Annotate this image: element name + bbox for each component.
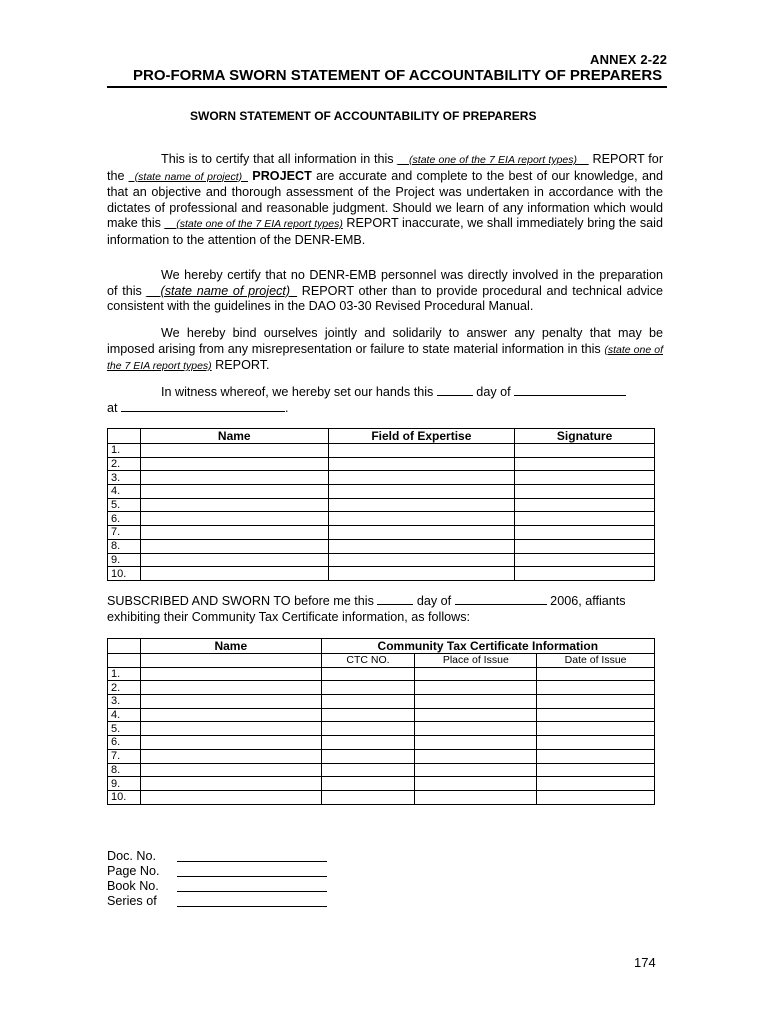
subscribed-text-b: day of [413, 594, 455, 608]
ctc-no-cell[interactable] [321, 708, 415, 722]
name-cell[interactable] [140, 695, 321, 709]
signature-cell[interactable] [515, 512, 655, 526]
date-cell[interactable] [537, 749, 655, 763]
row-number: 5. [108, 498, 141, 512]
signature-cell[interactable] [515, 526, 655, 540]
place-of-issue-header: Place of Issue [415, 654, 537, 668]
date-cell[interactable] [537, 777, 655, 791]
table-row [108, 526, 655, 540]
date-cell[interactable] [537, 736, 655, 750]
place-cell[interactable] [415, 749, 537, 763]
document-subtitle: SWORN STATEMENT OF ACCOUNTABILITY OF PREPARERS [190, 109, 537, 123]
date-cell[interactable] [537, 667, 655, 681]
row-number: 1. [108, 667, 141, 681]
place-blank[interactable] [121, 401, 285, 412]
table-row [108, 722, 655, 736]
expertise-cell[interactable] [328, 498, 515, 512]
placeholder-report-type-3: (state one of the 7 EIA report types) [107, 343, 664, 372]
penalty-paragraph [107, 326, 663, 375]
table-row [108, 457, 655, 471]
table-row [108, 667, 655, 681]
date-cell[interactable] [537, 681, 655, 695]
annex-label: ANNEX 2-22 [590, 52, 668, 67]
p4-text-a: In witness whereof, we hereby set our hands this [161, 385, 437, 399]
place-cell[interactable] [415, 708, 537, 722]
name-cell[interactable] [140, 553, 328, 567]
ctc-no-cell[interactable] [321, 667, 415, 681]
row-number: 4. [108, 485, 141, 499]
doc-no-label: Doc. No. [107, 849, 156, 863]
series-line[interactable] [177, 906, 327, 907]
date-cell[interactable] [537, 695, 655, 709]
table-row [108, 567, 655, 581]
page-no-line[interactable] [177, 876, 327, 877]
number-header [108, 429, 141, 444]
name-cell[interactable] [140, 708, 321, 722]
signature-cell[interactable] [515, 457, 655, 471]
table-row [108, 471, 655, 485]
row-number: 3. [108, 471, 141, 485]
name-cell[interactable] [140, 539, 328, 553]
signature-cell[interactable] [515, 498, 655, 512]
p1-project-label: PROJECT [247, 168, 312, 183]
table-header-row [108, 429, 655, 444]
name-cell[interactable] [140, 722, 321, 736]
table-row [108, 498, 655, 512]
p1-text-a: This is to certify that all information in this [161, 152, 398, 166]
sworn-day-blank[interactable] [377, 594, 413, 605]
table-row [108, 485, 655, 499]
placeholder-report-type-2: __(state one of the 7 EIA report types) [164, 218, 343, 230]
place-cell[interactable] [415, 736, 537, 750]
signature-header: Signature [515, 429, 655, 444]
ctc-name-header: Name [140, 639, 321, 654]
expertise-cell[interactable] [328, 539, 515, 553]
table-row [108, 444, 655, 458]
name-cell[interactable] [140, 763, 321, 777]
page-no-label: Page No. [107, 864, 160, 878]
sworn-month-blank[interactable] [455, 594, 547, 605]
subscribed-text-c: 2006, affiants exhibiting their Community Tax Certificate information, as follows: [107, 594, 626, 624]
doc-no-line[interactable] [177, 861, 327, 862]
place-cell[interactable] [415, 790, 537, 804]
subscribed-paragraph [107, 594, 663, 625]
table-row [108, 749, 655, 763]
place-cell[interactable] [415, 695, 537, 709]
name-header: Name [140, 429, 328, 444]
ctc-no-cell[interactable] [321, 749, 415, 763]
row-number: 10. [108, 790, 141, 804]
table-row [108, 736, 655, 750]
row-number: 9. [108, 777, 141, 791]
p2-text-a: We hereby certify that no DENR-EMB personnel was directly involved in the preparation of this [107, 268, 663, 298]
row-number: 1. [108, 444, 141, 458]
placeholder-project-name: _(state name of project)_ [128, 170, 248, 183]
title-rule [107, 86, 667, 88]
table-row [108, 708, 655, 722]
p1-text-b: REPORT for the [107, 152, 664, 183]
name-cell[interactable] [140, 777, 321, 791]
row-number: 6. [108, 512, 141, 526]
date-cell[interactable] [537, 790, 655, 804]
p4-text-d: . [285, 400, 289, 415]
row-number: 7. [108, 749, 141, 763]
p2-text-b: REPORT other than to provide procedural and technical advice consistent with the guidelines in the DAO 03-30 Revised Procedural Manual. [107, 283, 663, 313]
row-number: 4. [108, 708, 141, 722]
place-cell[interactable] [415, 681, 537, 695]
row-number: 6. [108, 736, 141, 750]
page-no-row [107, 864, 160, 878]
name-cell[interactable] [140, 471, 328, 485]
series-row [107, 894, 157, 908]
table-row [108, 763, 655, 777]
row-number: 8. [108, 539, 141, 553]
name-cell[interactable] [140, 667, 321, 681]
table-subheader-row [108, 654, 655, 668]
witness-paragraph [107, 385, 663, 416]
table-row [108, 681, 655, 695]
placeholder-project-name-2: __(state name of project)_ [146, 283, 298, 298]
expertise-cell[interactable] [328, 471, 515, 485]
p4-text-c: at [107, 400, 122, 415]
signature-cell[interactable] [515, 485, 655, 499]
placeholder-report-type: __(state one of the 7 EIA report types)__ [397, 154, 589, 166]
subscribed-text-a: SUBSCRIBED AND SWORN TO before me this [107, 594, 378, 608]
book-no-label: Book No. [107, 879, 159, 893]
number-subheader [108, 654, 141, 668]
row-number: 7. [108, 526, 141, 540]
date-of-issue-header: Date of Issue [537, 654, 655, 668]
page-number: 174 [634, 955, 656, 970]
ctc-no-header: CTC NO. [321, 654, 415, 668]
signature-cell[interactable] [515, 471, 655, 485]
name-cell[interactable] [140, 790, 321, 804]
name-cell[interactable] [140, 457, 328, 471]
table-row [108, 695, 655, 709]
table-row [108, 512, 655, 526]
place-cell[interactable] [415, 777, 537, 791]
place-cell[interactable] [415, 667, 537, 681]
row-number: 3. [108, 695, 141, 709]
book-no-line[interactable] [177, 891, 327, 892]
name-cell[interactable] [140, 485, 328, 499]
ctc-no-cell[interactable] [321, 790, 415, 804]
ctc-info-header: Community Tax Certificate Information [321, 639, 654, 654]
ctc-no-cell[interactable] [321, 777, 415, 791]
series-label: Series of [107, 894, 157, 908]
month-blank[interactable] [514, 385, 626, 396]
expertise-header: Field of Expertise [328, 429, 515, 444]
expertise-cell[interactable] [328, 553, 515, 567]
table-row [108, 790, 655, 804]
table-row [108, 553, 655, 567]
p3-text-b: REPORT. [211, 358, 270, 372]
p3-text-a: We hereby bind ourselves jointly and solidarily to answer any penalty that may be imposed arising from any misrepresentation or failure to state material information in this [107, 326, 663, 356]
ctc-table [107, 638, 655, 805]
name-cell[interactable] [140, 498, 328, 512]
p1-text-d: are accurate and complete to the best of our knowledge, and that an objective and thorough assessment of the Project was undertaken in accordance with the dictates of professional and reasonable judgment. Should we learn of any information which would make this [107, 168, 664, 230]
document-title: PRO-FORMA SWORN STATEMENT OF ACCOUNTABILITY OF PREPARERS [133, 67, 663, 84]
name-cell[interactable] [140, 567, 328, 581]
row-number: 2. [108, 681, 141, 695]
date-cell[interactable] [537, 708, 655, 722]
p1-text-e: REPORT inaccurate, we shall immediately bring the said information to the attention of the DENR-EMB. [107, 216, 663, 247]
row-number: 9. [108, 553, 141, 567]
expertise-cell[interactable] [328, 485, 515, 499]
name-cell[interactable] [140, 749, 321, 763]
signature-cell[interactable] [515, 444, 655, 458]
date-cell[interactable] [537, 763, 655, 777]
expertise-cell[interactable] [328, 526, 515, 540]
name-cell[interactable] [140, 681, 321, 695]
row-number: 8. [108, 763, 141, 777]
place-cell[interactable] [415, 722, 537, 736]
table-row [108, 539, 655, 553]
expertise-cell[interactable] [328, 567, 515, 581]
name-cell[interactable] [140, 736, 321, 750]
expertise-cell[interactable] [328, 457, 515, 471]
doc-no-row [107, 849, 156, 863]
number-header [108, 639, 141, 654]
certification-paragraph [107, 152, 663, 248]
table-header-row [108, 639, 655, 654]
row-number: 5. [108, 722, 141, 736]
name-subheader [140, 654, 321, 668]
ctc-no-cell[interactable] [321, 763, 415, 777]
name-cell[interactable] [140, 512, 328, 526]
row-number: 10. [108, 567, 141, 581]
ctc-no-cell[interactable] [321, 736, 415, 750]
expertise-cell[interactable] [328, 512, 515, 526]
book-no-row [107, 879, 159, 893]
table-row [108, 777, 655, 791]
ctc-no-cell[interactable] [321, 722, 415, 736]
day-blank[interactable] [437, 385, 473, 396]
signature-cell[interactable] [515, 553, 655, 567]
place-cell[interactable] [415, 763, 537, 777]
signature-cell[interactable] [515, 567, 655, 581]
ctc-no-cell[interactable] [321, 695, 415, 709]
p4-text-b: day of [472, 385, 515, 399]
ctc-no-cell[interactable] [321, 681, 415, 695]
name-cell[interactable] [140, 526, 328, 540]
signature-cell[interactable] [515, 539, 655, 553]
name-cell[interactable] [140, 444, 328, 458]
no-personnel-paragraph [107, 268, 663, 315]
preparers-table [107, 428, 655, 581]
date-cell[interactable] [537, 722, 655, 736]
row-number: 2. [108, 457, 141, 471]
expertise-cell[interactable] [328, 444, 515, 458]
